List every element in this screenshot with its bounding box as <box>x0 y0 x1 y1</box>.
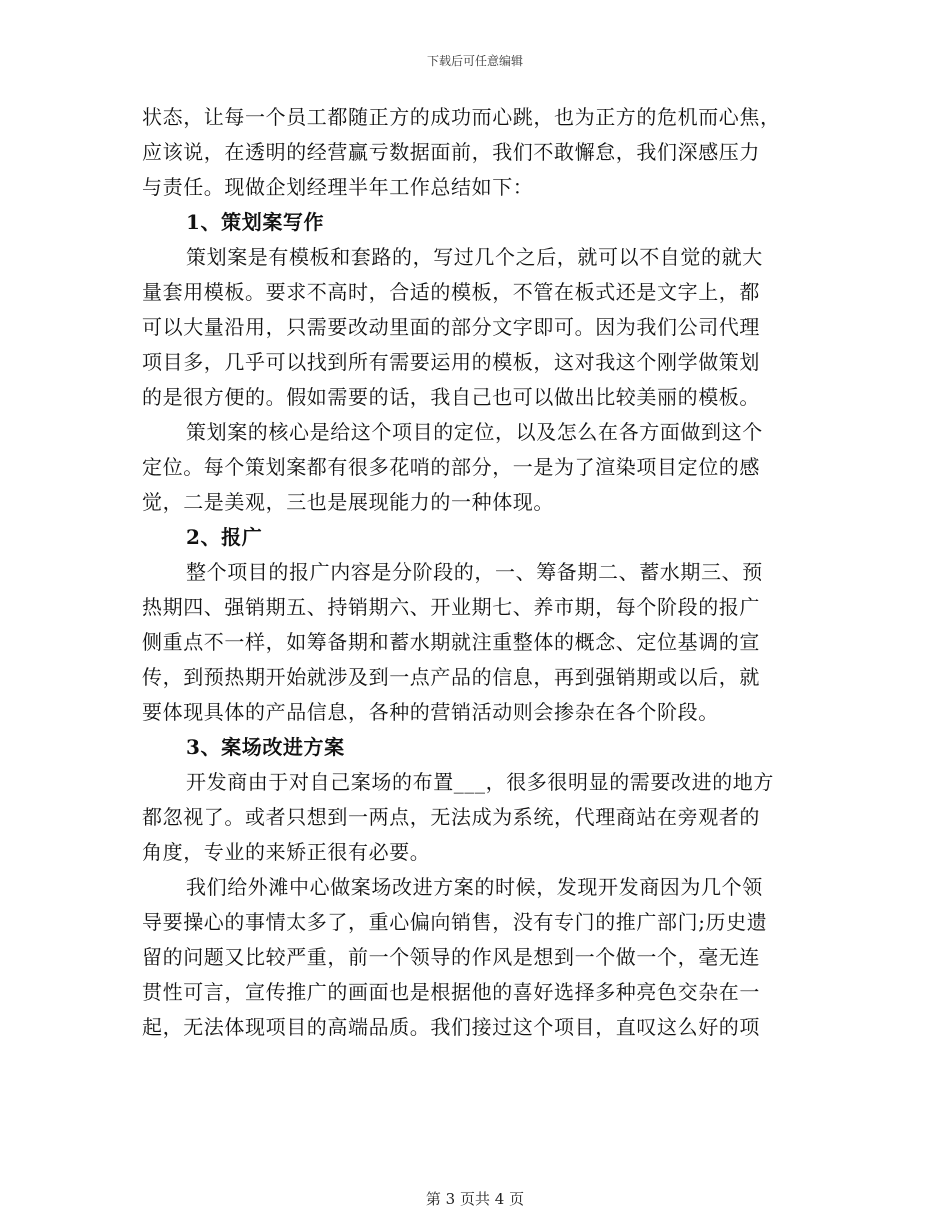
text-line: 项目多，几乎可以找到所有需要运用的模板，这对我这个刚学做策划 <box>142 350 760 374</box>
text-line: 觉，二是美观，三也是展现能力的一种体现。 <box>142 490 554 514</box>
text-line: 状态，让每一个员工都随正方的成功而心跳，也为正方的危机而心焦， <box>142 105 781 129</box>
section-heading-newspaper-ads: 2、报广 <box>186 525 263 549</box>
text-line: 我们给外滩中心做案场改进方案的时候，发现开发商因为几个领 <box>186 875 763 899</box>
section3-paragraph-2 <box>142 870 810 1045</box>
section-heading-sales-site: 3、案场改进方案 <box>186 735 345 759</box>
section-heading-writing: 1、策划案写作 <box>186 210 325 234</box>
text-line: 与责任。现做企划经理半年工作总结如下： <box>142 175 534 199</box>
text-line: 热期四、强销期五、持销期六、开业期七、养市期，每个阶段的报广 <box>142 595 760 619</box>
text-line: 应该说，在透明的经营赢亏数据面前，我们不敢懈怠，我们深感压力 <box>142 140 760 164</box>
section1-paragraph-2 <box>142 415 810 520</box>
text-line: 导要操心的事情太多了，重心偏向销售，没有专门的推广部门;历史遗 <box>142 910 768 934</box>
section2-paragraph-1 <box>142 555 810 730</box>
page-number-footer: 第 3 页共 4 页 <box>425 1190 525 1208</box>
document-body <box>142 100 810 1045</box>
text-line: 定位。每个策划案都有很多花哨的部分，一是为了渲染项目定位的感 <box>142 455 760 479</box>
page-header: 下载后可任意编辑 <box>426 54 523 68</box>
text-line: 开发商由于对自己案场的布置___，很多很明显的需要改进的地方 <box>186 770 774 794</box>
text-line: 角度，专业的来矫正很有必要。 <box>142 840 431 864</box>
text-line: 侧重点不一样，如筹备期和蓄水期就注重整体的概念、定位基调的宣 <box>142 630 760 654</box>
intro-paragraph <box>142 100 810 205</box>
section1-paragraph-1 <box>142 240 810 415</box>
text-line: 整个项目的报广内容是分阶段的，一、筹备期二、蓄水期三、预 <box>186 560 763 584</box>
text-line: 起，无法体现项目的高端品质。我们接过这个项目，直叹这么好的项 <box>142 1015 760 1039</box>
text-line: 策划案是有模板和套路的，写过几个之后，就可以不自觉的就大 <box>186 245 763 269</box>
text-line: 的是很方便的。假如需要的话，我自己也可以做出比较美丽的模板。 <box>142 385 760 409</box>
text-line: 策划案的核心是给这个项目的定位，以及怎么在各方面做到这个 <box>186 420 763 444</box>
text-line: 留的问题又比较严重，前一个领导的作风是想到一个做一个，毫无连 <box>142 945 760 969</box>
text-line: 都忽视了。或者只想到一两点，无法成为系统，代理商站在旁观者的 <box>142 805 760 829</box>
text-line: 要体现具体的产品信息，各种的营销活动则会掺杂在各个阶段。 <box>142 700 719 724</box>
text-line: 传，到预热期开始就涉及到一点产品的信息，再到强销期或以后，就 <box>142 665 760 689</box>
text-line: 可以大量沿用，只需要改动里面的部分文字即可。因为我们公司代理 <box>142 315 760 339</box>
text-line: 贯性可言，宣传推广的画面也是根据他的喜好选择多种亮色交杂在一 <box>142 980 760 1004</box>
section3-paragraph-1 <box>142 765 810 870</box>
text-line: 量套用模板。要求不高时，合适的模板，不管在板式还是文字上，都 <box>142 280 760 304</box>
